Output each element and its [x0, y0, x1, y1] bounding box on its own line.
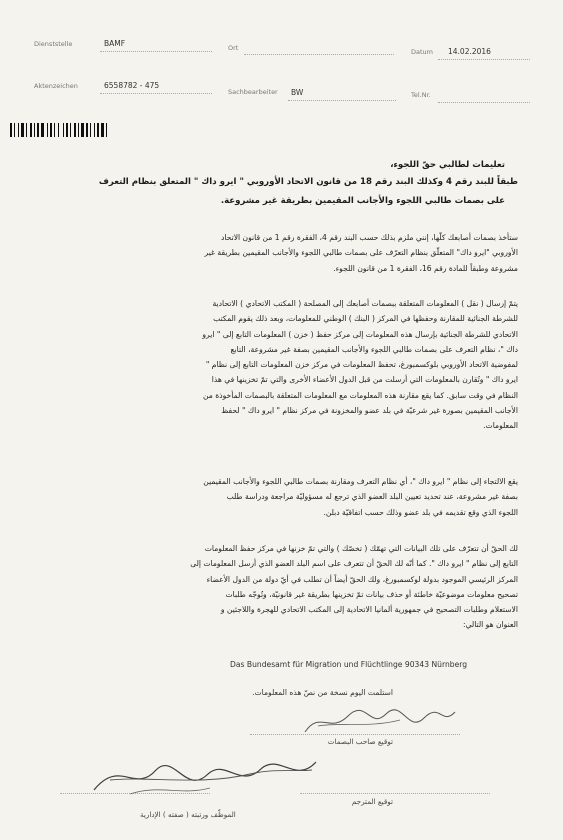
sachbearbeiter-value: BW	[291, 88, 304, 97]
barcode-bar	[26, 123, 27, 137]
received-copy-text: استلمت اليوم نسخة من نصّ هذه المعلومات.	[252, 688, 393, 697]
ort-line	[244, 53, 394, 55]
paragraph-4-line: العنوان هو التالي:	[463, 620, 518, 630]
paragraph-2-line: الاتحادي للشرطة الجنائية بإرسال هذه المعلومات إلى مركز حفظ ( خزن ) المعلومات التابع إلى " ايرو	[202, 329, 518, 339]
paragraph-3	[58, 474, 518, 520]
paragraph-2-line: داك "، نظام التعرف على بصمات طالبي اللجوء والأجانب المقيمين بصفة غير مشروعة، التابع	[230, 344, 518, 354]
ort-label: Ort	[228, 44, 239, 52]
barcode-bar	[63, 123, 64, 137]
paragraph-3-line: يقع الالتجاء إلى نظام " ايرو داك "، أي نظام التعرف ومقارنة بصمات طالبي اللجوء والأجانب المقيمين	[203, 477, 518, 486]
barcode-bar	[106, 123, 107, 137]
translator-signature-line	[300, 792, 490, 794]
official-handwritten-signature	[90, 750, 320, 800]
barcode-bar	[47, 123, 48, 137]
barcode-bar	[66, 123, 68, 137]
barcode-bar	[97, 123, 99, 137]
paragraph-1-line: مشروعة وطبقاً للمادة رقم 16، الفقرة 1 من قانون اللجوء.	[333, 263, 518, 273]
sachbearbeiter-line	[288, 99, 396, 101]
barcode-bar	[14, 123, 15, 137]
barcode-bar	[50, 123, 52, 137]
barcode-bar	[74, 123, 76, 137]
aktenzeichen-line	[100, 92, 212, 94]
paragraph-4-line: الاستعلام وطلبات التصحيح في جمهورية ألمانيا الاتحادية إلى المكتب الاتحادي للهجرة واللاجئين و	[220, 605, 518, 615]
paragraph-3-line: اللجوء الذي وقع تقديمه في بلد عضو وذلك حسب اتفاقيّة دبلن.	[323, 507, 518, 517]
barcode-bar	[18, 123, 19, 137]
barcode-bar	[101, 123, 104, 137]
barcode-bar	[37, 123, 39, 137]
paragraph-2	[58, 296, 518, 434]
barcode-bar	[70, 123, 71, 137]
barcode-bar	[34, 123, 35, 137]
title-line-2: طبقاً للبند رقم 4 وكذلك البند رقم 18 من قانون الاتحاد الأوروبي " ايرو داك " المتعلق بنظام التعرف	[98, 177, 518, 187]
barcode-bar	[54, 123, 55, 137]
paragraph-4-line: المركز الرئيسي الموجود بدولة لوكسمبورغ، ولك الحقّ أيضاً أن تطلب في أيّ دولة من الدول الأعضاء	[206, 574, 518, 584]
barcode-bar	[94, 123, 95, 137]
barcode-bar	[81, 123, 84, 137]
paragraph-4-line: لك الحقّ أن تتعرّف على تلك البيانات التي تهمّك ( تخصّك ) والتي تمّ خزنها في مركز حفظ المعلومات	[204, 544, 518, 553]
paragraph-1-line: ستأخذ بصمات أصابعك كلّها، إنني ملزم بذلك حسب البند رقم 4، الفقرة رقم 1 من قانون الاتحاد	[220, 233, 518, 242]
paragraph-1-line: الأوروبي "ايرو داك" المتعلّق بنظام التعرّف على بصمات طالبي اللجوء والأجانب المقيمين بطريقة غير	[204, 248, 518, 258]
barcode-bar	[86, 123, 88, 137]
paragraph-2-line: النظام في وقت سابق. كما يقع مقارنة هذه المعلومات مع المعلومات المتعلقة بالبصمات المأخوذة من	[203, 390, 518, 400]
barcode-bar	[90, 123, 91, 137]
datum-value: 14.02.2016	[448, 47, 491, 56]
bamf-address: Das Bundesamt für Migration und Flüchtlinge 90343 Nürnberg	[230, 660, 468, 669]
telnr-line	[438, 101, 530, 103]
barcode-bar	[30, 123, 32, 137]
applicant-signature-label: توقيع صاحب البصمات	[327, 737, 393, 746]
official-title-label: الموظّف ورتبته ( صفته ) الإدارية	[140, 810, 236, 819]
paragraph-2-line: للشرطة الجنائية للمقارنة وحفظها في المركز ( البنك ) الوطني للمعلومات، وبعد ذلك يقوم المكتب	[213, 314, 518, 324]
title-line-3: على بصمات طالبي اللجوء والأجانب المقيمين بطريقة غير مشروعة.	[220, 196, 505, 206]
telnr-label: Tel.Nr.	[411, 91, 431, 99]
paragraph-4-line: تصحيح معلومات موضوعيّة خاطئة أو حذف بيانات تمّ تخزينها بطريقة غير قانونيّة، وتُوجّه طلبات	[225, 589, 518, 599]
paragraph-4	[58, 541, 518, 633]
aktenzeichen-value: 6558782 - 475	[104, 81, 160, 90]
barcode	[10, 123, 140, 137]
dienststelle-value: BAMF	[104, 39, 126, 48]
barcode-bar	[21, 123, 24, 137]
barcode-bar	[10, 123, 12, 137]
dienststelle-label: Dienststelle	[34, 40, 73, 48]
paragraph-2-line: المعلومات.	[483, 421, 518, 431]
paragraph-2-line: لمفوضية الاتحاد الأوروبي بلوكسمبورغ، تحفظ المعلومات في مركز خزن المعلومات التابع إلى نظام "	[205, 360, 518, 370]
paragraph-4-line: التابع إلى نظام " ايرو داك ". كما أنّه لك الحقّ أن تتعرف على اسم البلد العضو الذي أرسل المعلومات إلى	[190, 559, 518, 569]
sachbearbeiter-label: Sachbearbeiter	[228, 88, 278, 96]
aktenzeichen-label: Aktenzeichen	[34, 82, 78, 90]
title-line-1: تعليمات لطالبي حقّ اللجوء،	[390, 160, 505, 170]
datum-line	[438, 58, 530, 60]
datum-label: Datum	[411, 48, 433, 56]
translator-signature-label: توقيع المترجم	[351, 797, 393, 806]
barcode-bar	[78, 123, 79, 137]
paragraph-2-line: ايرو داك " وتُقارن بالمعلومات التي أرسلت من قبل الدول الأعضاء الأخرى والتي تمّ تخزينها في هذا	[211, 375, 518, 385]
paragraph-1	[58, 230, 518, 276]
applicant-handwritten-signature	[300, 704, 460, 738]
paragraph-3-line: بصفة غير مشروعة، عند تحديد تعيين البلد العضو الذي ترجع له مسؤوليّة مراجعة ودراسة طلب	[226, 492, 518, 502]
barcode-bar	[41, 123, 44, 137]
paragraph-2-line: الأجانب المقيمين بصورة غير شرعيّة في بلد عضو والمخزونة في مركز نظام " ايرو داك " لحفظ	[221, 406, 518, 416]
barcode-bar	[58, 123, 59, 137]
dienststelle-line	[100, 50, 212, 52]
paragraph-2-line: يتمّ إرسال ( نقل ) المعلومات المتعلقة ببصمات أصابعك إلى المصلحة ( المكتب الاتحادي ) الاتحادية	[212, 299, 518, 308]
